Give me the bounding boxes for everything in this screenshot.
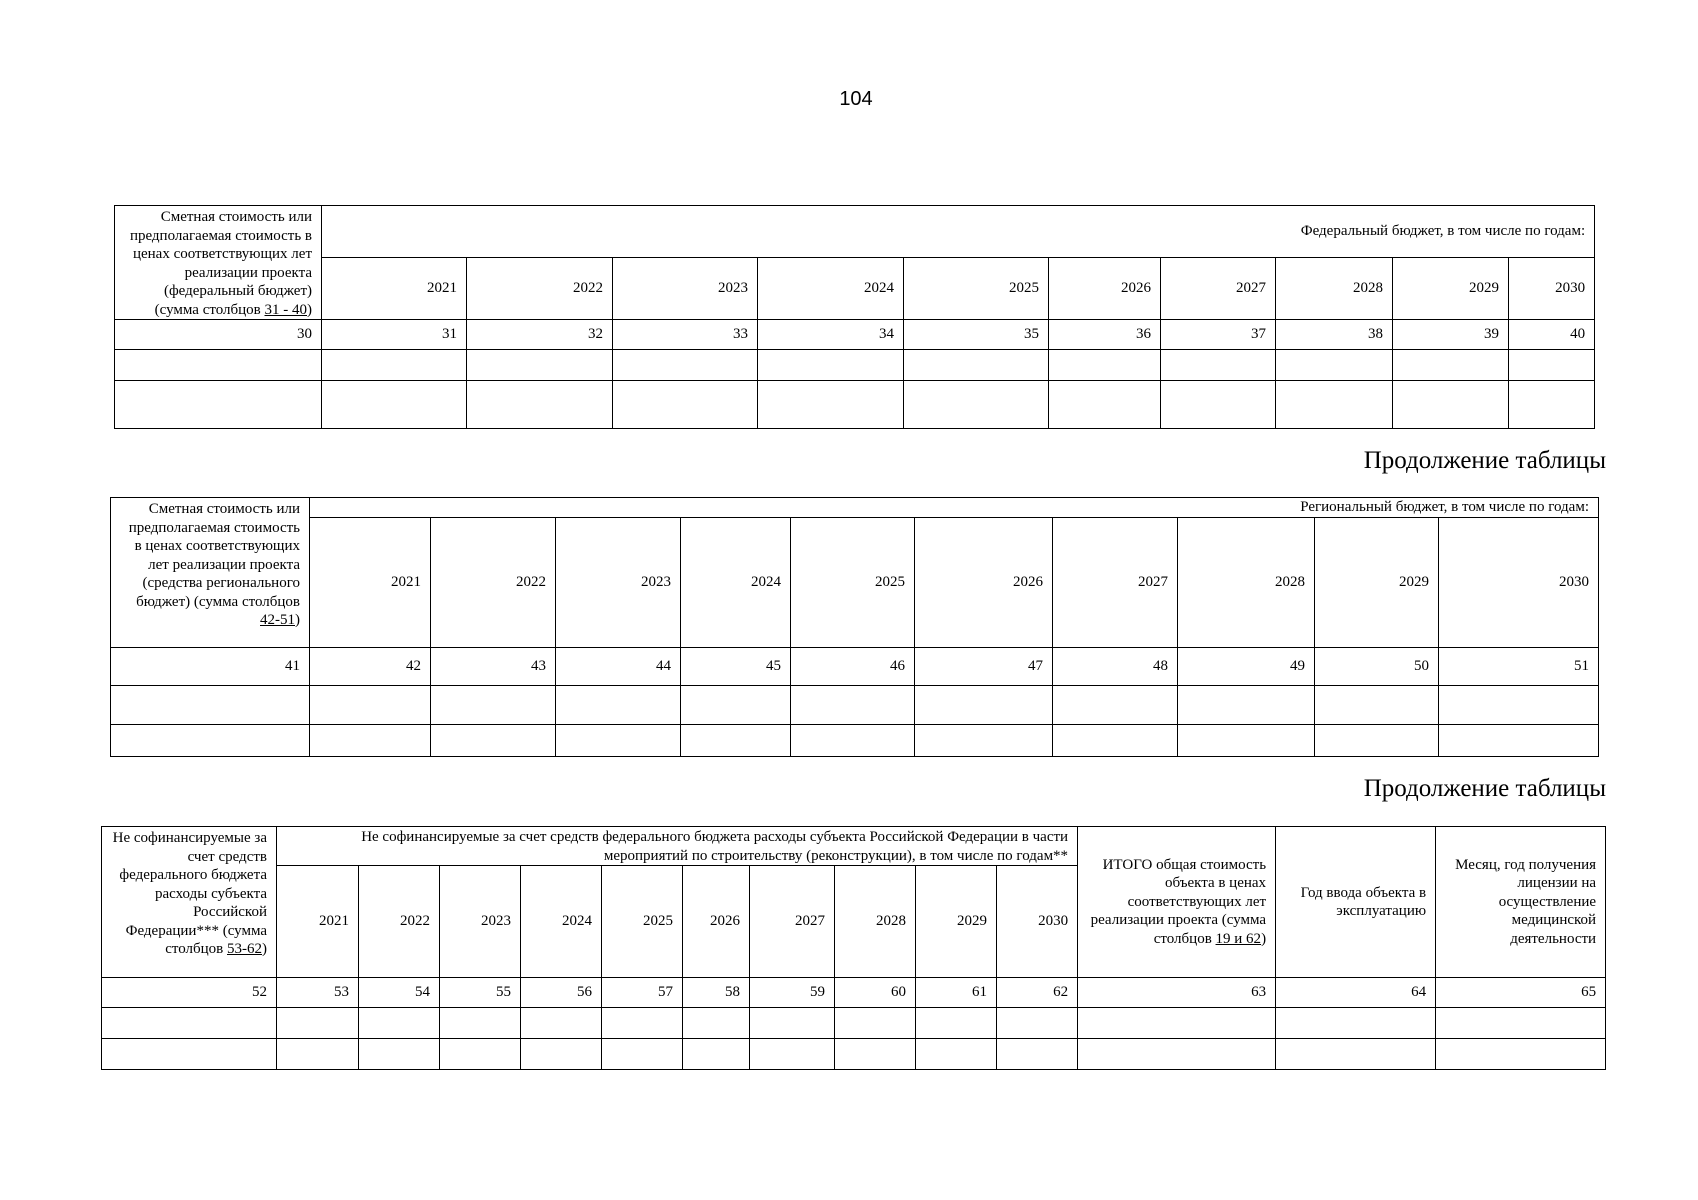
empty-cell[interactable] (835, 1039, 916, 1070)
column-number: 36 (1049, 320, 1161, 350)
year-header: 2023 (613, 258, 758, 320)
year-header: 2028 (1276, 258, 1393, 320)
year-header: 2025 (791, 517, 915, 647)
year-header: 2029 (916, 866, 997, 978)
regional-budget-table (110, 497, 1599, 757)
empty-cell[interactable] (1315, 685, 1439, 724)
column-number: 63 (1078, 978, 1276, 1008)
empty-cell[interactable] (1276, 1008, 1436, 1039)
empty-cell[interactable] (1439, 724, 1599, 756)
header-first-text: Не софинансируемые за счет средств федерального бюджета расходы субъекта Российской Федерации*** (сумма столбцов (112, 830, 267, 957)
column-number: 64 (1276, 978, 1436, 1008)
column-number: 47 (915, 647, 1053, 685)
column-number: 34 (758, 320, 904, 350)
empty-cell[interactable] (440, 1039, 521, 1070)
empty-cell[interactable] (613, 350, 758, 381)
column-number: 33 (613, 320, 758, 350)
empty-cell[interactable] (602, 1008, 683, 1039)
empty-cell[interactable] (1276, 350, 1393, 381)
header-cost-tail: ) (307, 301, 312, 318)
empty-cell[interactable] (1436, 1008, 1606, 1039)
column-number: 50 (1315, 647, 1439, 685)
empty-cell[interactable] (556, 685, 681, 724)
empty-cell[interactable] (915, 685, 1053, 724)
empty-cell[interactable] (1053, 724, 1178, 756)
year-header: 2026 (1049, 258, 1161, 320)
column-number: 46 (791, 647, 915, 685)
column-number: 57 (602, 978, 683, 1008)
header-cost-tail: ) (295, 612, 300, 628)
column-number: 30 (115, 320, 322, 350)
empty-cell[interactable] (102, 1039, 277, 1070)
column-number: 55 (440, 978, 521, 1008)
year-header: 2029 (1393, 258, 1509, 320)
year-header: 2025 (904, 258, 1049, 320)
year-header: 2030 (997, 866, 1078, 978)
column-number: 60 (835, 978, 916, 1008)
column-number: 31 (322, 320, 467, 350)
empty-cell[interactable] (835, 1008, 916, 1039)
empty-cell[interactable] (111, 724, 310, 756)
empty-cell[interactable] (102, 1008, 277, 1039)
continuation-heading: Продолжение таблицы (1363, 775, 1606, 802)
empty-row (111, 685, 1599, 724)
year-header: 2023 (440, 866, 521, 978)
empty-cell[interactable] (904, 350, 1049, 381)
empty-cell[interactable] (1509, 381, 1595, 429)
year-header: 2021 (310, 517, 431, 647)
year-header: 2021 (277, 866, 359, 978)
empty-cell[interactable] (681, 724, 791, 756)
empty-cell[interactable] (791, 724, 915, 756)
column-number: 58 (683, 978, 750, 1008)
header-total-cost (1078, 827, 1276, 978)
empty-cell[interactable] (521, 1008, 602, 1039)
header-year-commission: Год ввода объекта в эксплуатацию (1276, 827, 1436, 978)
column-number: 62 (997, 978, 1078, 1008)
federal-budget-table (114, 205, 1595, 429)
header-group-non-cofinanced: Не софинансируемые за счет средств федерального бюджета расходы субъекта Российской Федерации в части мероприятий по строительству (реконструкции), в том числе по годам** (277, 827, 1078, 866)
empty-cell[interactable] (467, 350, 613, 381)
empty-cell[interactable] (1161, 350, 1276, 381)
column-number: 59 (750, 978, 835, 1008)
empty-cell[interactable] (1053, 685, 1178, 724)
empty-cell[interactable] (521, 1039, 602, 1070)
empty-cell[interactable] (1393, 381, 1509, 429)
year-header: 2024 (758, 258, 904, 320)
column-number: 45 (681, 647, 791, 685)
empty-cell[interactable] (997, 1039, 1078, 1070)
empty-cell[interactable] (758, 350, 904, 381)
column-number: 35 (904, 320, 1049, 350)
year-header: 2022 (431, 517, 556, 647)
empty-cell[interactable] (683, 1039, 750, 1070)
page-number: 104 (839, 88, 873, 110)
empty-cell[interactable] (1439, 685, 1599, 724)
header-non-cofinanced (102, 827, 277, 978)
column-number: 43 (431, 647, 556, 685)
empty-cell[interactable] (1049, 381, 1161, 429)
year-header: 2025 (602, 866, 683, 978)
empty-cell[interactable] (904, 381, 1049, 429)
empty-row (115, 350, 1595, 381)
header-cost-text: Сметная стоимость или предполагаемая стоимость в ценах соответствующих лет реализации проекта (федеральный бюджет) (сумма столбцов (129, 209, 312, 318)
empty-cell[interactable] (750, 1039, 835, 1070)
year-header: 2024 (521, 866, 602, 978)
empty-cell[interactable] (916, 1039, 997, 1070)
year-header: 2022 (359, 866, 440, 978)
header-first-tail: ) (262, 941, 267, 957)
empty-cell[interactable] (750, 1008, 835, 1039)
empty-cell[interactable] (431, 724, 556, 756)
empty-cell[interactable] (277, 1039, 359, 1070)
empty-cell[interactable] (1049, 350, 1161, 381)
empty-cell[interactable] (556, 724, 681, 756)
header-total-ref: 19 и 62 (1215, 930, 1262, 947)
empty-cell[interactable] (1436, 1039, 1606, 1070)
header-total-tail: ) (1261, 930, 1267, 947)
empty-cell[interactable] (1509, 350, 1595, 381)
empty-cell[interactable] (440, 1008, 521, 1039)
column-number: 61 (916, 978, 997, 1008)
year-header: 2030 (1439, 517, 1599, 647)
non-cofinanced-table (101, 826, 1606, 1070)
continuation-heading: Продолжение таблицы (1363, 447, 1606, 474)
header-cost-regional (111, 498, 310, 648)
column-number: 51 (1439, 647, 1599, 685)
header-group-regional: Региональный бюджет, в том числе по годам: (310, 498, 1599, 518)
header-group-federal: Федеральный бюджет, в том числе по годам: (322, 206, 1595, 258)
year-header: 2029 (1315, 517, 1439, 647)
empty-cell[interactable] (1276, 1039, 1436, 1070)
header-cost-text: Сметная стоимость или предполагаемая стоимость в ценах соответствующих лет реализации проекта (средства регионального бюджет) (сумма столбцов (128, 501, 300, 610)
empty-cell[interactable] (915, 724, 1053, 756)
empty-cell[interactable] (791, 685, 915, 724)
column-number: 65 (1436, 978, 1606, 1008)
header-first-ref: 53-62 (227, 941, 262, 957)
column-number: 41 (111, 647, 310, 685)
year-header: 2027 (1161, 258, 1276, 320)
empty-row (115, 381, 1595, 429)
year-header: 2026 (683, 866, 750, 978)
year-header: 2021 (322, 258, 467, 320)
empty-cell[interactable] (1078, 1039, 1276, 1070)
empty-cell[interactable] (111, 685, 310, 724)
column-number: 44 (556, 647, 681, 685)
header-cost-ref: 31 - 40 (264, 301, 307, 318)
empty-cell[interactable] (1178, 685, 1315, 724)
header-license: Месяц, год получения лицензии на осуществление медицинской деятельности (1436, 827, 1606, 978)
column-number: 52 (102, 978, 277, 1008)
empty-row (102, 1008, 1606, 1039)
empty-cell[interactable] (322, 350, 467, 381)
empty-cell[interactable] (359, 1039, 440, 1070)
header-total-text: ИТОГО общая стоимость объекта в ценах соответствующих лет реализации проекта (сумма столбцов (1090, 856, 1267, 947)
empty-cell[interactable] (1161, 381, 1276, 429)
column-number: 38 (1276, 320, 1393, 350)
column-number: 40 (1509, 320, 1595, 350)
year-header: 2022 (467, 258, 613, 320)
empty-cell[interactable] (1078, 1008, 1276, 1039)
column-number: 48 (1053, 647, 1178, 685)
column-number: 42 (310, 647, 431, 685)
empty-cell[interactable] (359, 1008, 440, 1039)
empty-row (111, 724, 1599, 756)
empty-row (102, 1039, 1606, 1070)
column-number: 32 (467, 320, 613, 350)
empty-cell[interactable] (1393, 350, 1509, 381)
empty-cell[interactable] (602, 1039, 683, 1070)
empty-cell[interactable] (758, 381, 904, 429)
column-number: 56 (521, 978, 602, 1008)
column-number: 39 (1393, 320, 1509, 350)
empty-cell[interactable] (115, 381, 322, 429)
empty-cell[interactable] (1178, 724, 1315, 756)
year-header: 2023 (556, 517, 681, 647)
year-header: 2026 (915, 517, 1053, 647)
empty-cell[interactable] (467, 381, 613, 429)
empty-cell[interactable] (997, 1008, 1078, 1039)
year-header: 2028 (835, 866, 916, 978)
year-header: 2030 (1509, 258, 1595, 320)
empty-cell[interactable] (916, 1008, 997, 1039)
empty-cell[interactable] (1315, 724, 1439, 756)
year-header: 2024 (681, 517, 791, 647)
year-header: 2027 (1053, 517, 1178, 647)
empty-cell[interactable] (277, 1008, 359, 1039)
column-number: 49 (1178, 647, 1315, 685)
empty-cell[interactable] (322, 381, 467, 429)
header-cost-federal (115, 206, 322, 320)
empty-cell[interactable] (683, 1008, 750, 1039)
empty-cell[interactable] (613, 381, 758, 429)
empty-cell[interactable] (310, 685, 431, 724)
column-number: 53 (277, 978, 359, 1008)
empty-cell[interactable] (1276, 381, 1393, 429)
empty-cell[interactable] (431, 685, 556, 724)
header-cost-ref: 42-51 (260, 612, 295, 628)
column-number: 54 (359, 978, 440, 1008)
empty-cell[interactable] (310, 724, 431, 756)
year-header: 2027 (750, 866, 835, 978)
empty-cell[interactable] (115, 350, 322, 381)
column-number: 37 (1161, 320, 1276, 350)
empty-cell[interactable] (681, 685, 791, 724)
year-header: 2028 (1178, 517, 1315, 647)
